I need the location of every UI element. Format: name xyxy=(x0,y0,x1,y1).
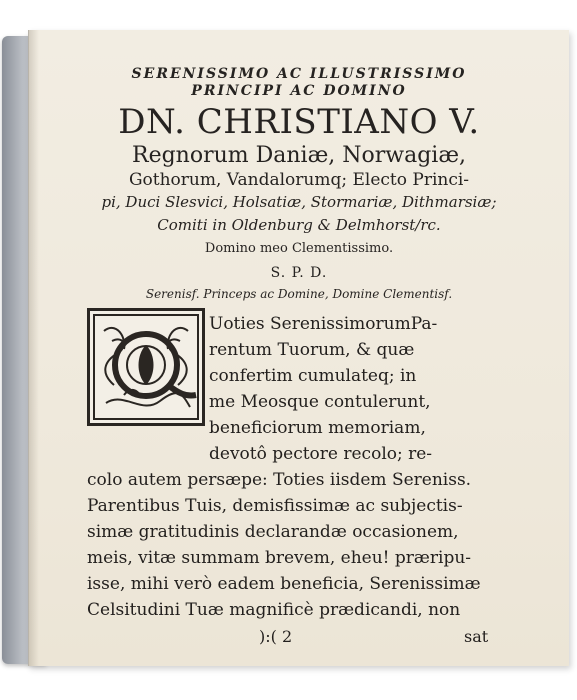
header-line-5: Gothorum, Vandalorumq; Electo Princi- xyxy=(128,170,470,190)
book-page xyxy=(28,30,569,666)
body-line-6: devotô pectore recolo; re- xyxy=(209,444,433,464)
body-line-7: colo autem persæpe: Toties iisdem Sereniss. xyxy=(87,470,472,490)
header-line-1: SERENISSIMO AC ILLUSTRISSIMO xyxy=(131,66,467,82)
header-line-8: Domino meo Clementissimo. xyxy=(204,241,394,256)
header-line-7: Comiti in Oldenburg & Delmhorst/rc. xyxy=(157,216,441,234)
body-line-5: beneficiorum memoriam, xyxy=(209,418,426,438)
body-line-4: me Meosque contulerunt, xyxy=(209,392,431,412)
header-title: DN. CHRISTIANO V. xyxy=(118,102,480,142)
ornamental-initial-q-icon xyxy=(87,308,205,426)
body-line-1: Uoties SerenissimorumPa- xyxy=(209,314,438,334)
signature-mark: ):( 2 xyxy=(259,627,293,646)
body-line-8: Parentibus Tuis, demisfissimæ ac subjectis- xyxy=(87,496,463,516)
catchword: sat xyxy=(464,627,489,646)
body-line-12: Celsitudini Tuæ magnificè prædicandi, non xyxy=(87,600,461,620)
header-line-4: Regnorum Daniæ, Norwagiæ, xyxy=(132,143,466,168)
body-line-10: meis, vitæ summam brevem, eheu! præripu- xyxy=(87,548,472,568)
body-line-11: isse, mihi verò eadem beneficia, Serenissimæ xyxy=(87,574,481,594)
book xyxy=(2,30,572,670)
salutation-line: Serenisf. Princeps ac Domine, Domine Clementisf. xyxy=(145,287,453,301)
spd-line: S. P. D. xyxy=(270,265,328,281)
header-line-6: pi, Duci Slesvici, Holsatiæ, Stormariæ, Dithmarsiæ; xyxy=(101,193,497,211)
header-line-2: PRINCIPI AC DOMINO xyxy=(191,83,407,99)
body-line-2: rentum Tuorum, & quæ xyxy=(209,340,415,360)
body-line-3: confertim cumulateq; in xyxy=(209,366,417,386)
body-line-9: simæ gratitudinis declarandæ occasionem, xyxy=(87,522,459,542)
